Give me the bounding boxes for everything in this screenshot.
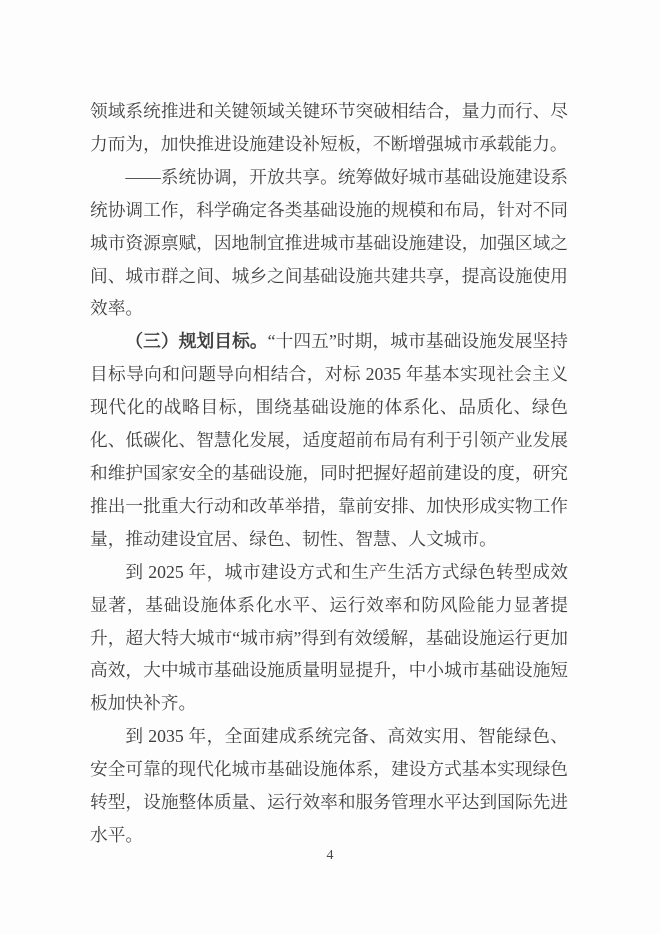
paragraph: ——系统协调，开放共享。统筹做好城市基础设施建设系统协调工作，科学确定各类基础设施的规模和布局，针对不同城市资源禀赋，因地制宜推进城市基础设施建设，加强区域之间、城市群之间、城乡之间基础设施共建共享，提高设施使用效率。 bbox=[90, 166, 568, 319]
paragraph: 领域系统推进和关键领域关键环节突破相结合，量力而行、尽力而为，加快推进设施建设补短板，不断增强城市承载能力。 bbox=[90, 101, 568, 154]
paragraph: 到 2025 年，城市建设方式和生产生活方式绿色转型成效显著，基础设施体系化水平、运行效率和防风险能力显著提升，超大特大城市“城市病”得到有效缓解，基础设施运行更加高效，大中城市基础设施质量明显提升，中小城市基础设施短板加快补齐。 bbox=[90, 561, 568, 714]
paragraph-lead: （三）规划目标。 bbox=[125, 331, 268, 352]
paragraph: 到 2035 年，全面建成系统完备、高效实用、智能绿色、安全可靠的现代化城市基础设施体系，建设方式基本实现绿色转型，设施整体质量、运行效率和服务管理水平达到国际先进水平。 bbox=[90, 726, 568, 845]
paragraph-lead: ——系统协调，开放共享。 bbox=[125, 166, 338, 187]
document-body bbox=[90, 95, 568, 852]
paragraph: （三）规划目标。“十四五”时期，城市基础设施发展坚持目标导向和问题导向相结合，对标 2035 年基本实现社会主义现代化的战略目标，围绕基础设施的体系化、品质化、绿色化、低碳化、智慧化发展，适度超前布局有利于引领产业发展和维护国家安全的基础设施，同时把握好超前建设的度，研究推出一批重大行动和改革举措，靠前安排、加快形成实物工作量，推动建设宜居、绿色、韧性、智慧、人文城市。 bbox=[90, 331, 568, 549]
page-number: 4 bbox=[326, 848, 334, 863]
